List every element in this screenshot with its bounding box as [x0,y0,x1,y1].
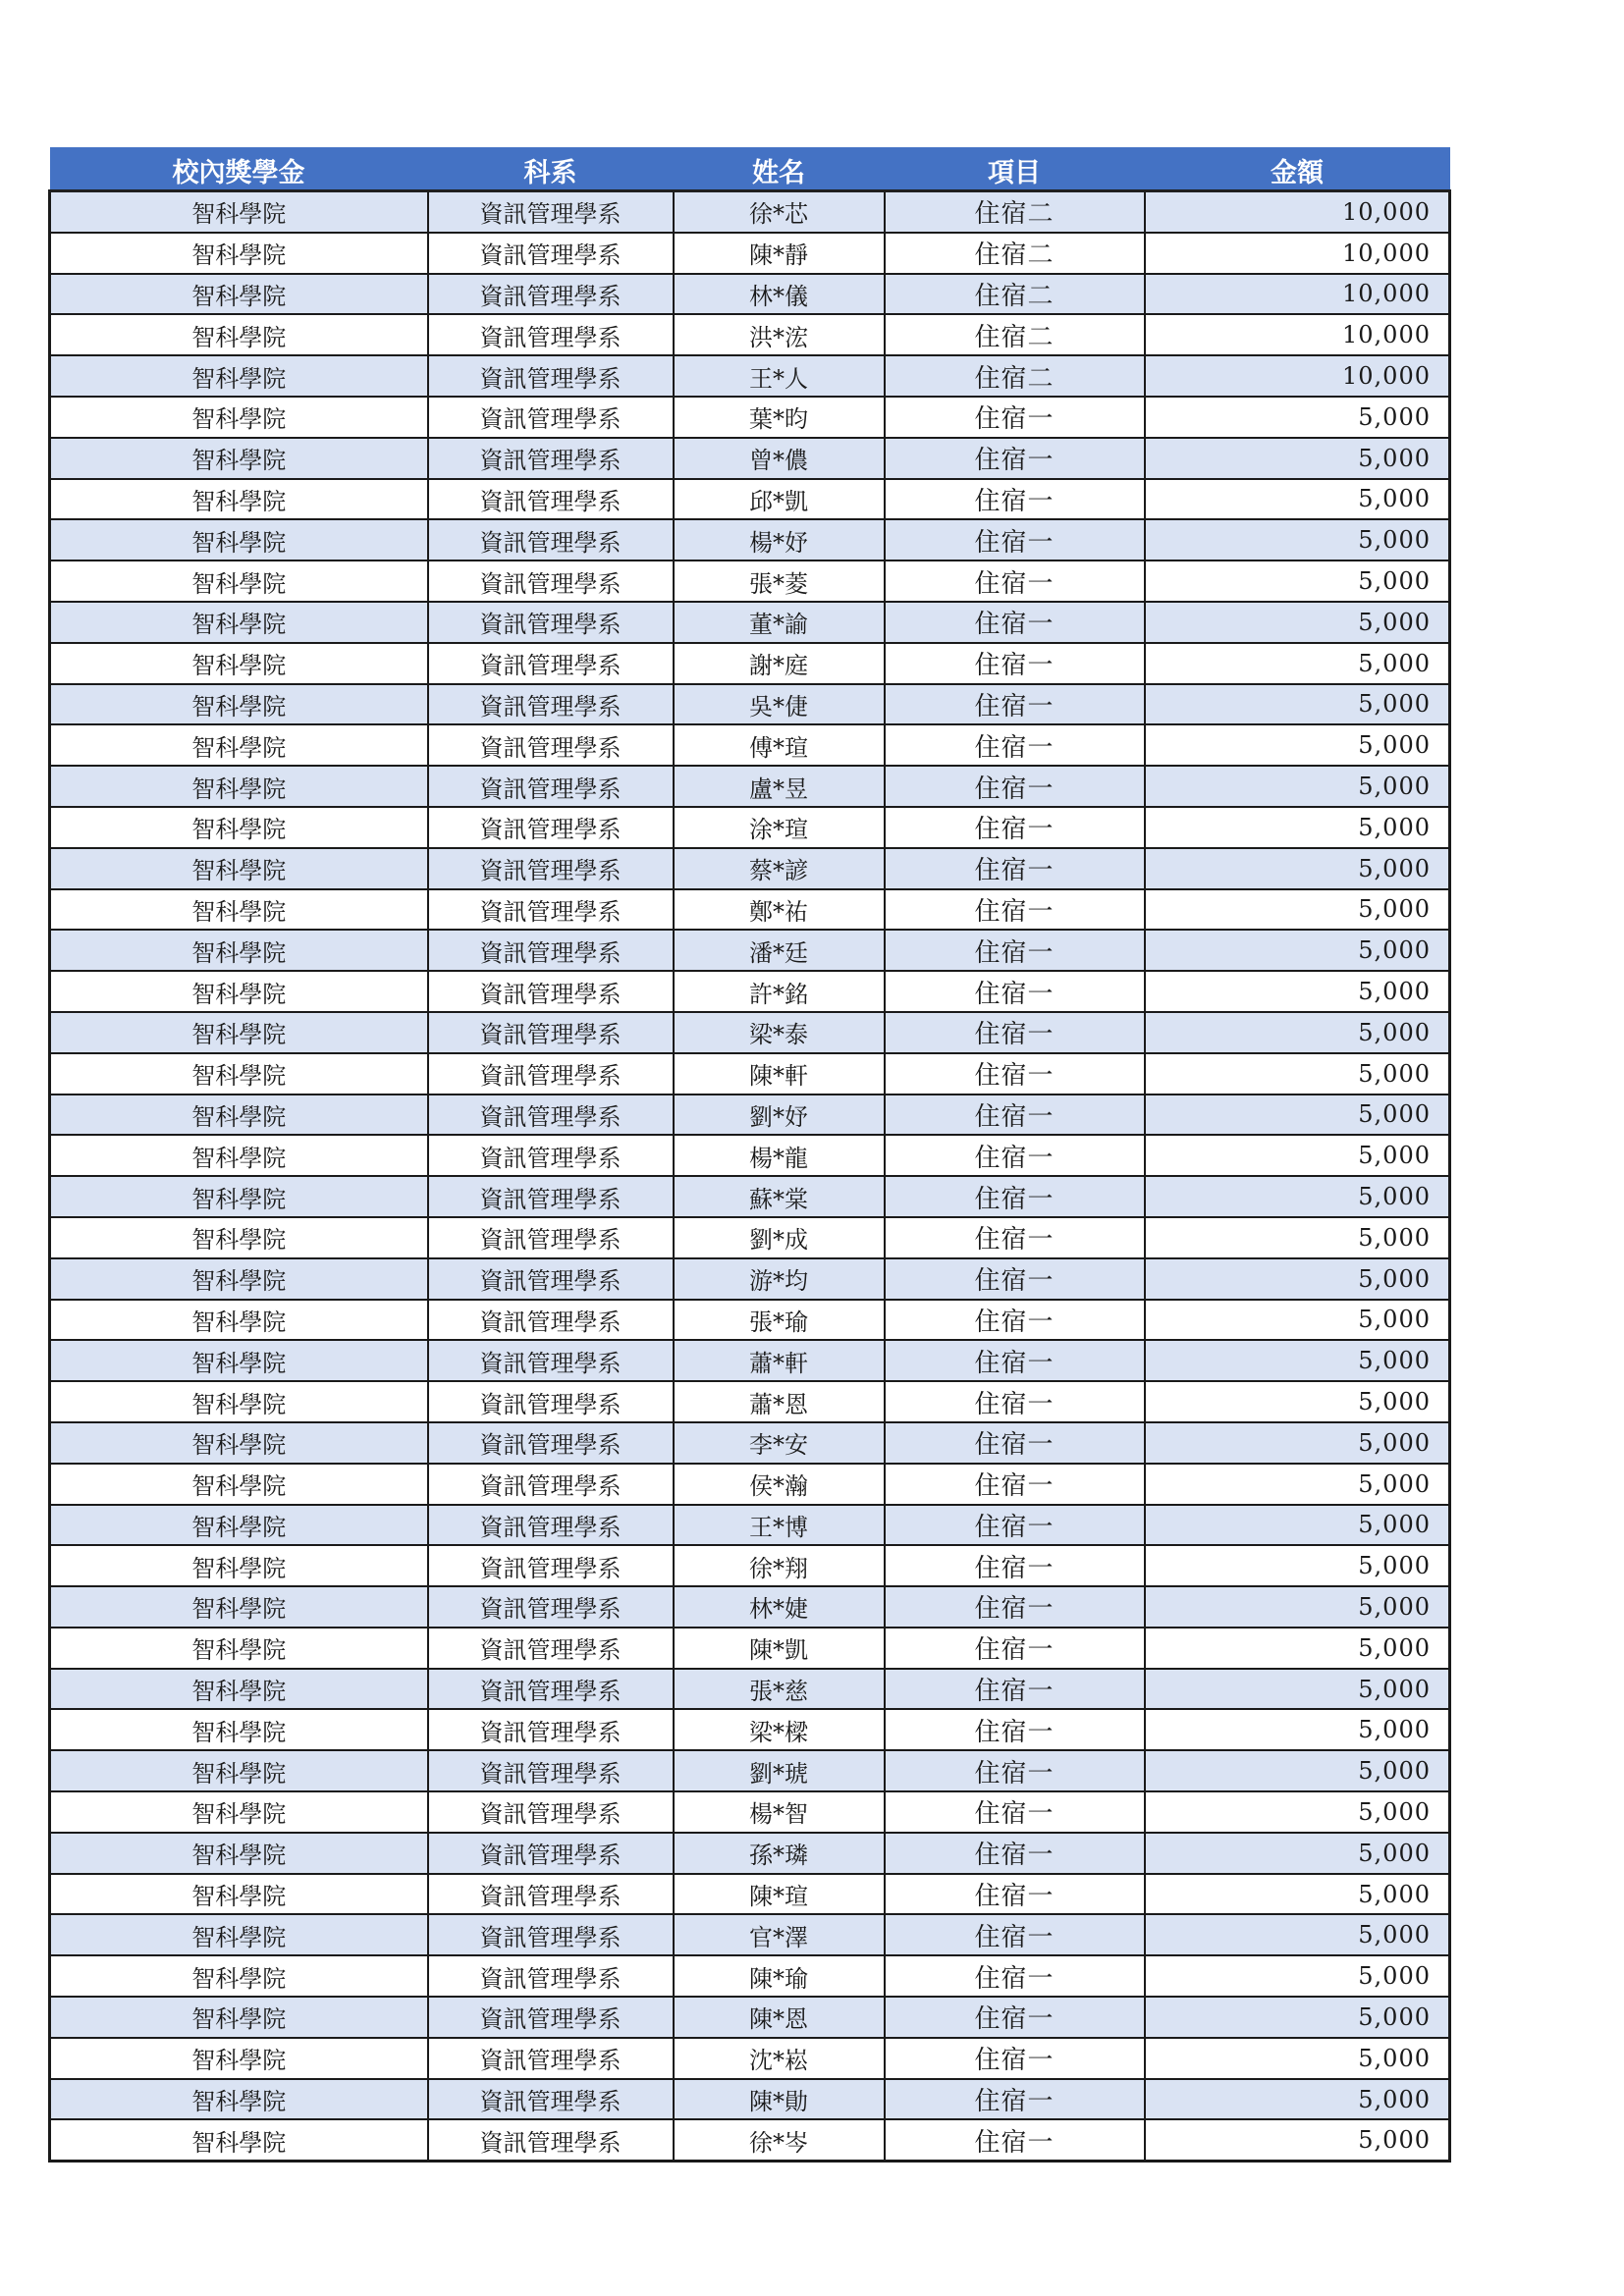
cell-college: 智科學院 [50,355,428,397]
cell-department: 資訊管理學系 [428,1709,674,1750]
cell-college: 智科學院 [50,602,428,643]
table-row [50,848,1450,889]
cell-item: 住宿一 [885,397,1145,438]
cell-department: 資訊管理學系 [428,1914,674,1955]
cell-amount: 5,000 [1145,479,1450,520]
cell-name: 王*人 [674,355,885,397]
cell-department: 資訊管理學系 [428,274,674,315]
cell-name: 蔡*諺 [674,848,885,889]
cell-name: 蘇*棠 [674,1176,885,1217]
cell-college: 智科學院 [50,1505,428,1546]
cell-item: 住宿一 [885,1095,1145,1136]
cell-name: 張*瑜 [674,1300,885,1341]
cell-amount: 5,000 [1145,1997,1450,2038]
cell-college: 智科學院 [50,1381,428,1422]
cell-department: 資訊管理學系 [428,807,674,848]
table-row [50,1464,1450,1505]
cell-college: 智科學院 [50,889,428,931]
cell-amount: 5,000 [1145,724,1450,766]
table-body [50,191,1450,2162]
cell-department: 資訊管理學系 [428,479,674,520]
cell-item: 住宿一 [885,1422,1145,1464]
cell-amount: 5,000 [1145,438,1450,479]
cell-college: 智科學院 [50,2119,428,2161]
cell-name: 葉*昀 [674,397,885,438]
cell-college: 智科學院 [50,1135,428,1176]
table-row [50,233,1450,274]
cell-college: 智科學院 [50,1340,428,1381]
cell-item: 住宿一 [885,930,1145,971]
table-row [50,930,1450,971]
cell-amount: 5,000 [1145,848,1450,889]
table-row [50,1628,1450,1669]
table-row [50,1545,1450,1586]
cell-department: 資訊管理學系 [428,889,674,931]
cell-item: 住宿一 [885,1914,1145,1955]
cell-college: 智科學院 [50,2038,428,2079]
cell-item: 住宿一 [885,1340,1145,1381]
cell-amount: 5,000 [1145,1914,1450,1955]
cell-item: 住宿一 [885,1176,1145,1217]
cell-name: 傅*瑄 [674,724,885,766]
cell-amount: 5,000 [1145,807,1450,848]
cell-name: 王*博 [674,1505,885,1546]
cell-college: 智科學院 [50,807,428,848]
cell-department: 資訊管理學系 [428,1791,674,1833]
cell-item: 住宿一 [885,1053,1145,1095]
cell-amount: 5,000 [1145,397,1450,438]
cell-name: 涂*瑄 [674,807,885,848]
table-row [50,1669,1450,1710]
cell-name: 梁*樑 [674,1709,885,1750]
cell-department: 資訊管理學系 [428,1628,674,1669]
cell-college: 智科學院 [50,848,428,889]
table-row [50,684,1450,725]
cell-college: 智科學院 [50,1012,428,1053]
cell-name: 鄭*祐 [674,889,885,931]
cell-college: 智科學院 [50,1422,428,1464]
cell-college: 智科學院 [50,1258,428,1300]
cell-item: 住宿一 [885,766,1145,807]
table-row [50,766,1450,807]
cell-item: 住宿一 [885,1833,1145,1874]
cell-amount: 10,000 [1145,233,1450,274]
cell-name: 陳*勛 [674,2079,885,2120]
cell-department: 資訊管理學系 [428,1258,674,1300]
cell-college: 智科學院 [50,1669,428,1710]
cell-amount: 5,000 [1145,1545,1450,1586]
cell-item: 住宿一 [885,1750,1145,1791]
cell-amount: 10,000 [1145,355,1450,397]
cell-amount: 10,000 [1145,274,1450,315]
cell-item: 住宿二 [885,274,1145,315]
cell-college: 智科學院 [50,1955,428,1997]
cell-item: 住宿一 [885,807,1145,848]
cell-department: 資訊管理學系 [428,848,674,889]
cell-item: 住宿一 [885,519,1145,561]
cell-college: 智科學院 [50,561,428,602]
cell-department: 資訊管理學系 [428,1586,674,1628]
cell-college: 智科學院 [50,1586,428,1628]
cell-department: 資訊管理學系 [428,1095,674,1136]
cell-amount: 10,000 [1145,191,1450,233]
cell-department: 資訊管理學系 [428,1955,674,1997]
table-row [50,1505,1450,1546]
cell-department: 資訊管理學系 [428,561,674,602]
cell-amount: 5,000 [1145,889,1450,931]
cell-name: 吳*倢 [674,684,885,725]
table-row [50,1300,1450,1341]
cell-item: 住宿一 [885,889,1145,931]
table-row [50,1914,1450,1955]
cell-college: 智科學院 [50,1833,428,1874]
cell-department: 資訊管理學系 [428,684,674,725]
table-row [50,1709,1450,1750]
table-row [50,1955,1450,1997]
cell-name: 陳*瑜 [674,1955,885,1997]
cell-department: 資訊管理學系 [428,930,674,971]
table-row [50,889,1450,931]
cell-item: 住宿一 [885,1586,1145,1628]
cell-college: 智科學院 [50,643,428,684]
cell-name: 楊*龍 [674,1135,885,1176]
cell-amount: 5,000 [1145,1709,1450,1750]
cell-department: 資訊管理學系 [428,602,674,643]
cell-department: 資訊管理學系 [428,724,674,766]
cell-amount: 5,000 [1145,602,1450,643]
cell-amount: 5,000 [1145,2119,1450,2161]
cell-name: 潘*廷 [674,930,885,971]
cell-amount: 5,000 [1145,1422,1450,1464]
cell-name: 張*菱 [674,561,885,602]
table-row [50,1053,1450,1095]
cell-name: 李*安 [674,1422,885,1464]
cell-item: 住宿一 [885,1997,1145,2038]
table-row [50,314,1450,355]
cell-amount: 5,000 [1145,1012,1450,1053]
table-row [50,1135,1450,1176]
table-row [50,602,1450,643]
cell-department: 資訊管理學系 [428,1176,674,1217]
cell-amount: 5,000 [1145,1053,1450,1095]
cell-name: 張*慈 [674,1669,885,1710]
cell-college: 智科學院 [50,1176,428,1217]
table-row [50,1095,1450,1136]
cell-name: 劉*成 [674,1217,885,1258]
cell-amount: 5,000 [1145,1340,1450,1381]
cell-department: 資訊管理學系 [428,397,674,438]
cell-amount: 5,000 [1145,561,1450,602]
cell-name: 林*婕 [674,1586,885,1628]
table-row [50,438,1450,479]
cell-college: 智科學院 [50,2079,428,2120]
cell-amount: 5,000 [1145,1300,1450,1341]
cell-amount: 5,000 [1145,684,1450,725]
cell-department: 資訊管理學系 [428,766,674,807]
cell-item: 住宿一 [885,848,1145,889]
table-row [50,1997,1450,2038]
cell-name: 許*銘 [674,971,885,1012]
table-row [50,807,1450,848]
table-row [50,971,1450,1012]
cell-college: 智科學院 [50,314,428,355]
cell-amount: 5,000 [1145,1095,1450,1136]
cell-college: 智科學院 [50,1874,428,1915]
header-name: 姓名 [674,149,885,191]
cell-name: 陳*瑄 [674,1874,885,1915]
header-item: 項目 [885,149,1145,191]
cell-item: 住宿二 [885,314,1145,355]
cell-name: 蕭*軒 [674,1340,885,1381]
cell-amount: 5,000 [1145,2038,1450,2079]
cell-department: 資訊管理學系 [428,1422,674,1464]
cell-amount: 5,000 [1145,971,1450,1012]
cell-item: 住宿二 [885,233,1145,274]
cell-college: 智科學院 [50,1914,428,1955]
header-amount: 金額 [1145,149,1450,191]
cell-department: 資訊管理學系 [428,1997,674,2038]
cell-item: 住宿一 [885,1135,1145,1176]
cell-item: 住宿一 [885,643,1145,684]
cell-item: 住宿二 [885,355,1145,397]
cell-college: 智科學院 [50,438,428,479]
cell-amount: 5,000 [1145,519,1450,561]
cell-item: 住宿一 [885,2038,1145,2079]
cell-department: 資訊管理學系 [428,1464,674,1505]
cell-college: 智科學院 [50,274,428,315]
cell-name: 梁*泰 [674,1012,885,1053]
scholarship-table [48,147,1451,2163]
scholarship-sheet [48,147,1448,2163]
cell-college: 智科學院 [50,233,428,274]
cell-amount: 5,000 [1145,1874,1450,1915]
cell-college: 智科學院 [50,1095,428,1136]
table-row [50,1586,1450,1628]
cell-college: 智科學院 [50,191,428,233]
cell-department: 資訊管理學系 [428,2038,674,2079]
cell-name: 林*儀 [674,274,885,315]
cell-department: 資訊管理學系 [428,1053,674,1095]
cell-name: 楊*妤 [674,519,885,561]
cell-college: 智科學院 [50,1545,428,1586]
cell-amount: 5,000 [1145,766,1450,807]
cell-item: 住宿一 [885,1012,1145,1053]
cell-name: 陳*軒 [674,1053,885,1095]
cell-item: 住宿一 [885,602,1145,643]
cell-department: 資訊管理學系 [428,1669,674,1710]
cell-department: 資訊管理學系 [428,438,674,479]
cell-amount: 5,000 [1145,1669,1450,1710]
cell-college: 智科學院 [50,684,428,725]
cell-department: 資訊管理學系 [428,1750,674,1791]
cell-college: 智科學院 [50,1791,428,1833]
cell-name: 侯*瀚 [674,1464,885,1505]
cell-amount: 5,000 [1145,1176,1450,1217]
cell-item: 住宿一 [885,1381,1145,1422]
cell-amount: 5,000 [1145,1464,1450,1505]
header-department: 科系 [428,149,674,191]
cell-item: 住宿一 [885,2079,1145,2120]
table-row [50,479,1450,520]
cell-college: 智科學院 [50,1464,428,1505]
table-row [50,274,1450,315]
cell-department: 資訊管理學系 [428,314,674,355]
cell-name: 陳*靜 [674,233,885,274]
cell-name: 蕭*恩 [674,1381,885,1422]
table-row [50,561,1450,602]
cell-department: 資訊管理學系 [428,191,674,233]
cell-name: 官*澤 [674,1914,885,1955]
cell-college: 智科學院 [50,971,428,1012]
cell-item: 住宿一 [885,1217,1145,1258]
cell-college: 智科學院 [50,1997,428,2038]
cell-item: 住宿一 [885,1464,1145,1505]
cell-name: 劉*琥 [674,1750,885,1791]
cell-department: 資訊管理學系 [428,1340,674,1381]
cell-item: 住宿一 [885,1669,1145,1710]
cell-item: 住宿一 [885,684,1145,725]
cell-college: 智科學院 [50,1300,428,1341]
cell-amount: 5,000 [1145,1135,1450,1176]
cell-item: 住宿一 [885,1709,1145,1750]
table-row [50,1750,1450,1791]
cell-department: 資訊管理學系 [428,1874,674,1915]
table-row [50,1340,1450,1381]
cell-department: 資訊管理學系 [428,1135,674,1176]
header-row [50,149,1450,191]
cell-college: 智科學院 [50,397,428,438]
table-row [50,1381,1450,1422]
cell-amount: 5,000 [1145,1505,1450,1546]
cell-college: 智科學院 [50,1709,428,1750]
cell-college: 智科學院 [50,1053,428,1095]
table-row [50,1012,1450,1053]
cell-item: 住宿一 [885,1791,1145,1833]
cell-name: 徐*岑 [674,2119,885,2161]
cell-name: 徐*翔 [674,1545,885,1586]
cell-item: 住宿一 [885,724,1145,766]
cell-item: 住宿一 [885,438,1145,479]
cell-college: 智科學院 [50,1628,428,1669]
cell-name: 楊*智 [674,1791,885,1833]
cell-department: 資訊管理學系 [428,643,674,684]
cell-amount: 10,000 [1145,314,1450,355]
cell-college: 智科學院 [50,724,428,766]
cell-amount: 5,000 [1145,1791,1450,1833]
cell-college: 智科學院 [50,1750,428,1791]
cell-item: 住宿一 [885,971,1145,1012]
table-row [50,2079,1450,2120]
cell-amount: 5,000 [1145,643,1450,684]
header-scholarship: 校內獎學金 [50,149,428,191]
cell-amount: 5,000 [1145,1628,1450,1669]
cell-name: 洪*浤 [674,314,885,355]
table-row [50,1422,1450,1464]
table-row [50,2038,1450,2079]
cell-item: 住宿一 [885,1545,1145,1586]
cell-item: 住宿一 [885,1955,1145,1997]
cell-department: 資訊管理學系 [428,233,674,274]
cell-item: 住宿一 [885,1628,1145,1669]
cell-name: 謝*庭 [674,643,885,684]
cell-amount: 5,000 [1145,1258,1450,1300]
cell-department: 資訊管理學系 [428,1012,674,1053]
cell-department: 資訊管理學系 [428,2079,674,2120]
cell-department: 資訊管理學系 [428,1505,674,1546]
cell-item: 住宿二 [885,191,1145,233]
cell-college: 智科學院 [50,930,428,971]
cell-department: 資訊管理學系 [428,1217,674,1258]
cell-item: 住宿一 [885,479,1145,520]
cell-amount: 5,000 [1145,1833,1450,1874]
cell-name: 孫*璘 [674,1833,885,1874]
table-row [50,1833,1450,1874]
cell-name: 曾*儂 [674,438,885,479]
cell-name: 劉*妤 [674,1095,885,1136]
cell-name: 陳*凱 [674,1628,885,1669]
cell-college: 智科學院 [50,519,428,561]
cell-department: 資訊管理學系 [428,355,674,397]
cell-name: 董*諭 [674,602,885,643]
table-row [50,1176,1450,1217]
cell-name: 盧*昱 [674,766,885,807]
cell-college: 智科學院 [50,1217,428,1258]
table-row [50,519,1450,561]
table-row [50,643,1450,684]
cell-department: 資訊管理學系 [428,519,674,561]
cell-item: 住宿一 [885,561,1145,602]
table-row [50,724,1450,766]
cell-department: 資訊管理學系 [428,971,674,1012]
cell-college: 智科學院 [50,479,428,520]
cell-amount: 5,000 [1145,1381,1450,1422]
table-row [50,1874,1450,1915]
cell-name: 沈*崧 [674,2038,885,2079]
table-row [50,2119,1450,2161]
table-row [50,1258,1450,1300]
table-row [50,397,1450,438]
table-row [50,1791,1450,1833]
cell-amount: 5,000 [1145,2079,1450,2120]
cell-department: 資訊管理學系 [428,1381,674,1422]
cell-college: 智科學院 [50,766,428,807]
table-row [50,355,1450,397]
cell-department: 資訊管理學系 [428,1300,674,1341]
cell-department: 資訊管理學系 [428,1833,674,1874]
table-row [50,191,1450,233]
cell-item: 住宿一 [885,1874,1145,1915]
cell-amount: 5,000 [1145,1586,1450,1628]
cell-name: 邱*凱 [674,479,885,520]
table-row [50,1217,1450,1258]
cell-amount: 5,000 [1145,1955,1450,1997]
cell-item: 住宿一 [885,2119,1145,2161]
cell-item: 住宿一 [885,1300,1145,1341]
cell-amount: 5,000 [1145,1217,1450,1258]
cell-amount: 5,000 [1145,1750,1450,1791]
cell-department: 資訊管理學系 [428,2119,674,2161]
cell-name: 陳*恩 [674,1997,885,2038]
cell-name: 徐*芯 [674,191,885,233]
cell-department: 資訊管理學系 [428,1545,674,1586]
cell-name: 游*均 [674,1258,885,1300]
cell-amount: 5,000 [1145,930,1450,971]
cell-item: 住宿一 [885,1258,1145,1300]
cell-item: 住宿一 [885,1505,1145,1546]
